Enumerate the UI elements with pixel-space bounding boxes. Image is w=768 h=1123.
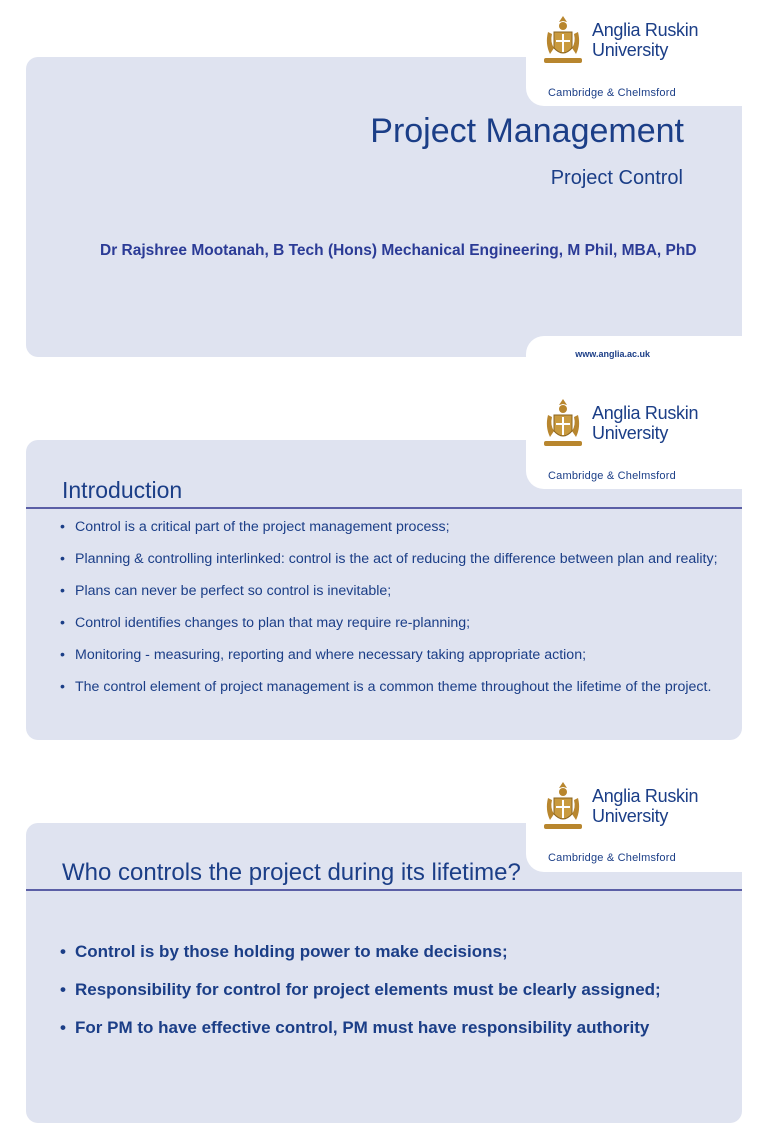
slide-heading: Who controls the project during its lifetime? [62, 859, 521, 886]
list-item: • Monitoring - measuring, reporting and where necessary taking appropriate action; [60, 644, 720, 666]
university-name-line2: University [592, 806, 669, 826]
presentation-title: Project Management [370, 112, 684, 150]
campus-label: Cambridge & Chelmsford [548, 87, 676, 99]
slide-heading: Introduction [62, 477, 183, 503]
crest-icon [540, 14, 586, 66]
slide-title [0, 0, 768, 370]
slide-who-controls [0, 766, 768, 1037]
list-item: • The control element of project management is a common theme throughout the lifetime of the project. [60, 676, 720, 698]
list-item: • For PM to have effective control, PM must have responsibility authority [60, 1017, 740, 1039]
list-item: • Control is a critical part of the project management process; [60, 516, 720, 538]
slide-introduction [0, 383, 768, 753]
bullet-list [60, 941, 740, 1055]
university-logo [540, 397, 698, 449]
campus-label: Cambridge & Chelmsford [548, 470, 676, 482]
university-name [592, 403, 698, 443]
heading-divider [26, 889, 742, 891]
university-name-line2: University [592, 423, 669, 443]
university-name [592, 786, 698, 826]
list-item: • Plans can never be perfect so control is inevitable; [60, 580, 720, 602]
university-name-line2: University [592, 40, 669, 60]
university-name-line1: Anglia Ruskin [592, 403, 699, 423]
list-item: • Responsibility for control for project elements must be clearly assigned; [60, 979, 740, 1001]
university-name-line1: Anglia Ruskin [592, 786, 699, 806]
crest-icon [540, 397, 586, 449]
university-logo [540, 780, 698, 832]
campus-label: Cambridge & Chelmsford [548, 852, 676, 864]
website-url[interactable]: www.anglia.ac.uk [575, 349, 650, 359]
list-item: • Control identifies changes to plan that may require re-planning; [60, 612, 720, 634]
university-name [592, 20, 698, 60]
heading-divider [26, 507, 742, 509]
list-item: • Control is by those holding power to make decisions; [60, 941, 740, 963]
university-name-line1: Anglia Ruskin [592, 20, 699, 40]
university-logo [540, 14, 698, 66]
list-item: • Planning & controlling interlinked: control is the act of reducing the difference between plan and reality; [60, 548, 720, 570]
bullet-list [60, 516, 720, 708]
presentation-subtitle: Project Control [550, 167, 683, 189]
crest-icon [540, 780, 586, 832]
author-credit: Dr Rajshree Mootanah, B Tech (Hons) Mechanical Engineering, M Phil, MBA, PhD [100, 242, 697, 259]
